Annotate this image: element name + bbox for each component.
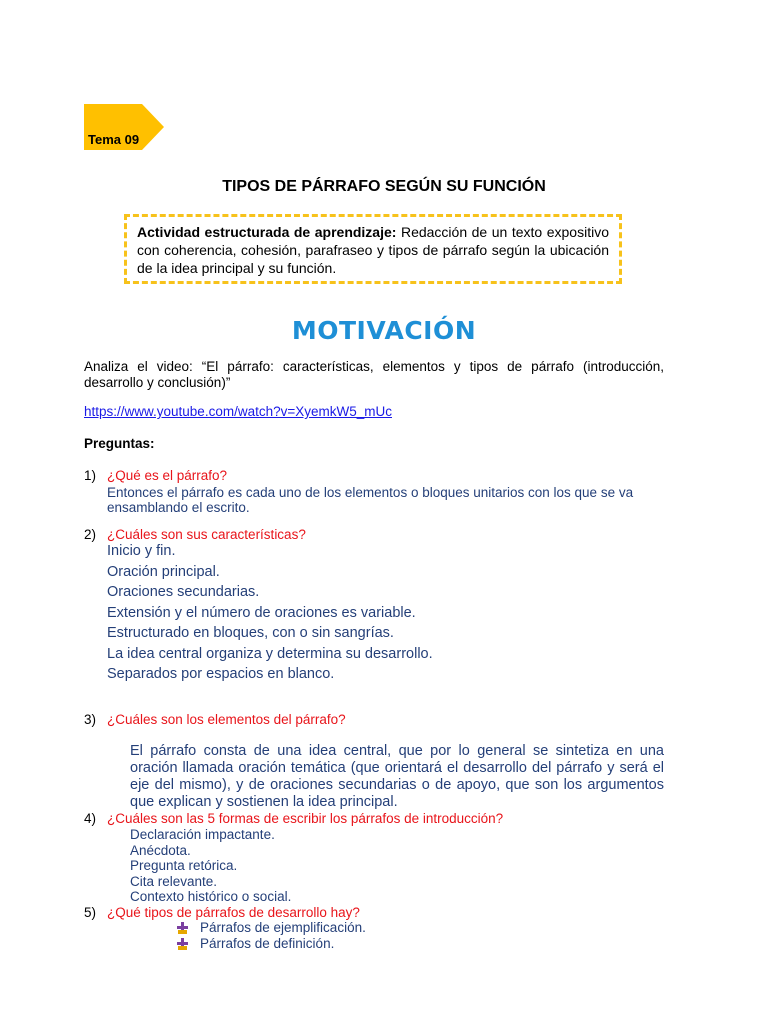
list-item: [176, 936, 366, 952]
list-item: Estructurado en bloques, con o sin sangrías.: [107, 625, 394, 641]
bullet-icon: [176, 938, 190, 950]
question-text: ¿Qué tipos de párrafos de desarrollo hay?: [107, 905, 360, 920]
list-item-label: Párrafos de ejemplificación.: [200, 920, 366, 935]
question-text: ¿Qué es el párrafo?: [107, 468, 228, 483]
question-number: 5): [84, 905, 97, 920]
list-item-label: Párrafos de definición.: [200, 935, 335, 951]
list-item: Oraciones secundarias.: [107, 584, 260, 600]
development-types-list: [176, 920, 366, 951]
list-item: Separados por espacios en blanco.: [107, 666, 335, 682]
question-number: 4): [84, 811, 97, 826]
question-text: ¿Cuáles son los elementos del párrafo?: [107, 712, 346, 727]
tag-label: Tema 09: [88, 132, 140, 147]
intro-text: Analiza el video: “El párrafo: características, elementos y tipos de párrafo (introducción, desarrollo y conclusión)”: [84, 359, 664, 390]
question-number: 1): [84, 468, 97, 483]
section-heading-motivacion: MOTIVACIÓN: [291, 316, 477, 345]
activity-text: Redacción de un texto expositivo con coherencia, cohesión, parafraseo y tipos de párrafo según la ubicación de la idea principal y su función.: [137, 224, 609, 276]
question-number: 3): [84, 712, 97, 727]
page-title: TIPOS DE PÁRRAFO SEGÚN SU FUNCIÓN: [222, 178, 546, 195]
list-item: Anécdota.: [130, 842, 191, 858]
list-item: Contexto histórico o social.: [130, 889, 292, 904]
preguntas-label: Preguntas:: [84, 436, 155, 451]
list-item: Inicio y fin.: [107, 543, 176, 559]
answer-text: Entonces el párrafo es cada uno de los elementos o bloques unitarios con los que se va ensamblando el escrito.: [107, 485, 634, 515]
topic-tag: [84, 104, 164, 150]
question-text: ¿Cuáles son las 5 formas de escribir los párrafos de introducción?: [107, 811, 504, 826]
list-item: Cita relevante.: [130, 873, 218, 889]
activity-box: [124, 214, 622, 284]
answer-text: El párrafo consta de una idea central, que por lo general se sintetiza en una oración llamada oración temática (que orientará el desarrollo del párrafo y será el eje del mismo), y de oraciones secundarias o de apoyo, que son los argumentos que explican y sostienen la idea principal.: [130, 743, 664, 810]
question-text: ¿Cuáles son sus características?: [107, 527, 306, 542]
activity-label: Actividad estructurada de aprendizaje:: [137, 224, 397, 240]
list-item: Pregunta retórica.: [130, 858, 238, 873]
list-item: Extensión y el número de oraciones es variable.: [107, 604, 416, 621]
characteristics-list: [107, 541, 433, 685]
video-link[interactable]: https://www.youtube.com/watch?v=XyemkW5_mUc: [84, 404, 392, 419]
intro-forms-list: [130, 827, 291, 905]
question-number: 2): [84, 527, 97, 542]
list-item: Oración principal.: [107, 563, 220, 580]
list-item: Declaración impactante.: [130, 827, 275, 842]
list-item: La idea central organiza y determina su desarrollo.: [107, 645, 433, 662]
list-item: [176, 920, 366, 936]
bullet-icon: [176, 922, 190, 934]
